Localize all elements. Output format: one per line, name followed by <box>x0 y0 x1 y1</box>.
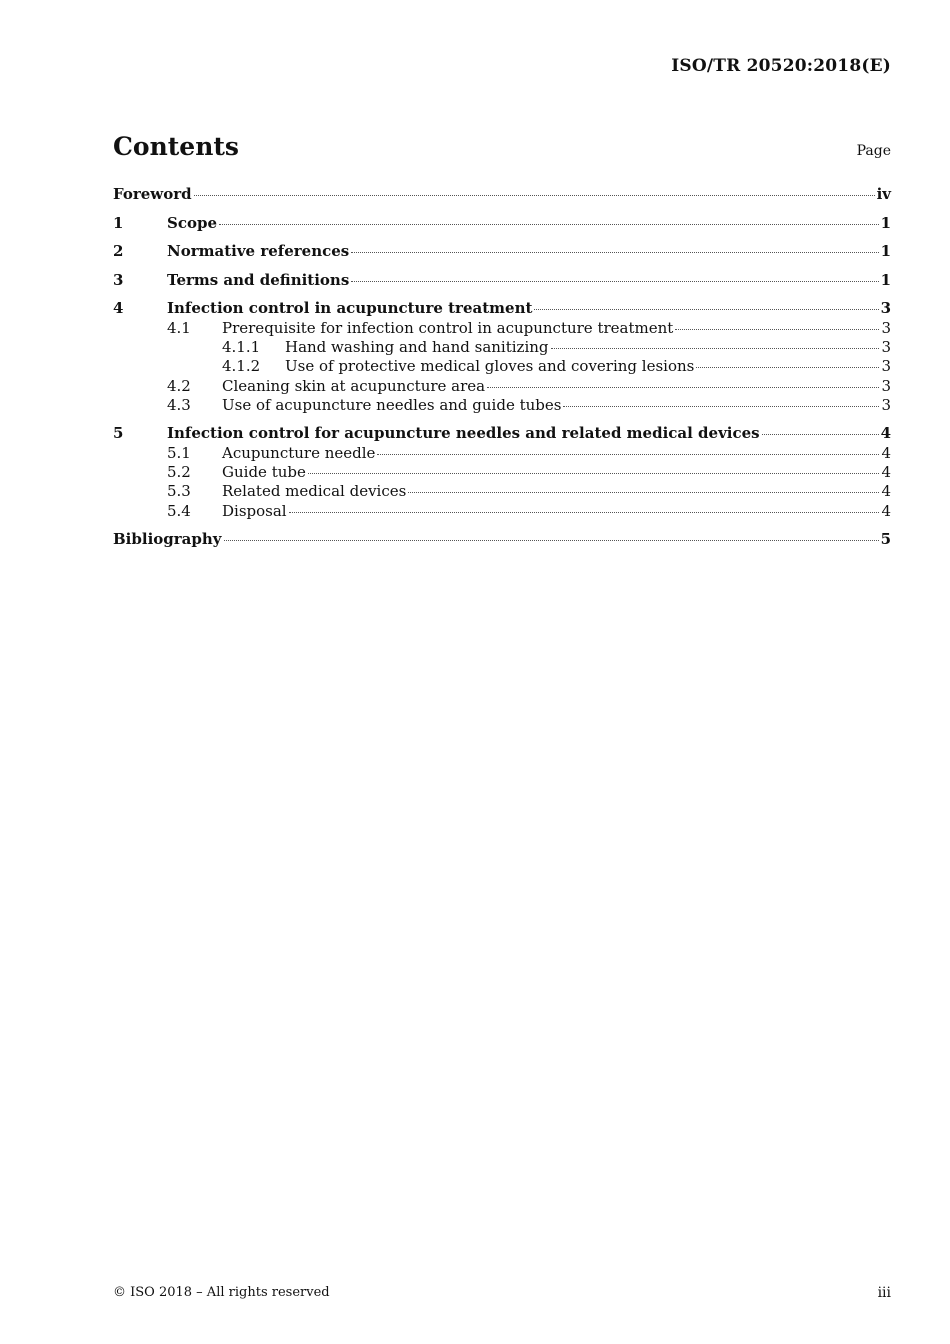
toc-dot-leader <box>675 329 879 330</box>
toc-entry-number: 2 <box>113 242 124 261</box>
contents-heading: Contents <box>113 132 240 161</box>
toc-dot-leader <box>308 473 880 474</box>
toc-dot-leader <box>487 387 879 388</box>
toc-dot-leader <box>408 492 879 493</box>
toc-entry-number: 4 <box>113 299 124 318</box>
toc-entry-title[interactable]: Disposal <box>222 501 287 520</box>
toc-entry-page[interactable]: 1 <box>880 242 891 261</box>
toc-dot-leader <box>289 512 880 513</box>
toc-entry-title[interactable]: Infection control for acupuncture needles and related medical devices <box>167 424 760 443</box>
toc-entry-title[interactable]: Foreword <box>113 185 192 203</box>
toc-entry[interactable] <box>113 377 891 396</box>
toc-entry-page[interactable]: 3 <box>881 376 891 395</box>
toc-entry-title[interactable]: Terms and definitions <box>167 270 350 289</box>
toc-entry-number: 4.2 <box>167 376 191 395</box>
toc-entry[interactable] <box>113 214 891 233</box>
toc-entry-title[interactable]: Normative references <box>167 242 350 261</box>
toc-entry[interactable] <box>113 424 891 443</box>
toc-entry-page[interactable]: 4 <box>881 501 891 520</box>
toc-entry[interactable] <box>113 444 891 463</box>
toc-entry-page[interactable]: 1 <box>880 213 891 232</box>
toc-entry-page[interactable]: 3 <box>881 357 891 376</box>
toc-entry-page[interactable]: iv <box>876 185 891 203</box>
toc-dot-leader <box>351 281 878 282</box>
toc-entry-number: 5.4 <box>167 501 191 520</box>
toc-dot-leader <box>551 348 880 349</box>
toc-entry-title[interactable]: Related medical devices <box>222 482 407 501</box>
toc-dot-leader <box>194 195 875 196</box>
toc-entry-page[interactable]: 1 <box>880 270 891 289</box>
table-of-contents <box>113 185 891 550</box>
toc-entry-title[interactable]: Hand washing and hand sanitizing <box>285 337 549 356</box>
toc-entry-number: 5 <box>113 424 124 443</box>
toc-dot-leader <box>224 540 879 541</box>
toc-entry-number: 4.1.1 <box>222 337 261 356</box>
toc-entry-number: 4.1.2 <box>222 357 261 376</box>
toc-entry-page[interactable]: 3 <box>881 318 891 337</box>
toc-entry-title[interactable]: Guide tube <box>222 463 306 482</box>
toc-entry-page[interactable]: 3 <box>881 395 891 414</box>
toc-entry-number: 3 <box>113 270 124 289</box>
copyright-notice: © ISO 2018 – All rights reserved <box>113 1285 330 1300</box>
toc-entry[interactable] <box>113 357 891 376</box>
toc-entry-title[interactable]: Use of acupuncture needles and guide tubes <box>222 395 562 414</box>
toc-entry-page[interactable]: 3 <box>881 337 891 356</box>
toc-dot-leader <box>563 406 879 407</box>
toc-entry-title[interactable]: Acupuncture needle <box>222 443 376 462</box>
toc-entry-number: 5.2 <box>167 463 191 482</box>
toc-entry[interactable] <box>113 271 891 290</box>
toc-entry-title[interactable]: Bibliography <box>113 530 222 549</box>
toc-entry[interactable] <box>113 463 891 482</box>
toc-entry[interactable] <box>113 319 891 338</box>
toc-entry-title[interactable]: Prerequisite for infection control in acupuncture treatment <box>222 318 674 337</box>
toc-entry[interactable] <box>113 396 891 415</box>
toc-entry-title[interactable]: Infection control in acupuncture treatment <box>167 299 533 318</box>
toc-entry-page[interactable]: 4 <box>881 443 891 462</box>
toc-dot-leader <box>351 252 878 253</box>
toc-entry-title[interactable]: Use of protective medical gloves and covering lesions <box>285 357 695 376</box>
toc-dot-leader <box>377 454 879 455</box>
toc-entry-number: 1 <box>113 213 124 232</box>
toc-dot-leader <box>534 309 878 310</box>
toc-entry-title[interactable]: Cleaning skin at acupuncture area <box>222 376 486 395</box>
toc-entry-page[interactable]: 5 <box>880 530 891 549</box>
toc-entry-title[interactable]: Scope <box>167 213 218 232</box>
toc-entry[interactable] <box>113 299 891 318</box>
toc-entry-page[interactable]: 3 <box>880 299 891 318</box>
toc-dot-leader <box>762 434 879 435</box>
toc-entry-page[interactable]: 4 <box>880 424 891 443</box>
page-number: iii <box>877 1285 891 1301</box>
toc-entry[interactable] <box>113 185 891 204</box>
toc-dot-leader <box>696 367 879 368</box>
toc-entry[interactable] <box>113 338 891 357</box>
toc-entry-number: 4.1 <box>167 318 191 337</box>
toc-entry-number: 5.3 <box>167 482 191 501</box>
toc-entry-page[interactable]: 4 <box>881 463 891 482</box>
toc-entry-page[interactable]: 4 <box>881 482 891 501</box>
toc-entry[interactable] <box>113 502 891 521</box>
toc-dot-leader <box>219 224 879 225</box>
toc-entry[interactable] <box>113 482 891 501</box>
toc-entry[interactable] <box>113 530 891 549</box>
document-id: ISO/TR 20520:2018(E) <box>671 56 891 76</box>
page-column-label: Page <box>856 143 891 159</box>
toc-entry[interactable] <box>113 242 891 261</box>
toc-entry-number: 5.1 <box>167 443 191 462</box>
toc-entry-number: 4.3 <box>167 395 191 414</box>
